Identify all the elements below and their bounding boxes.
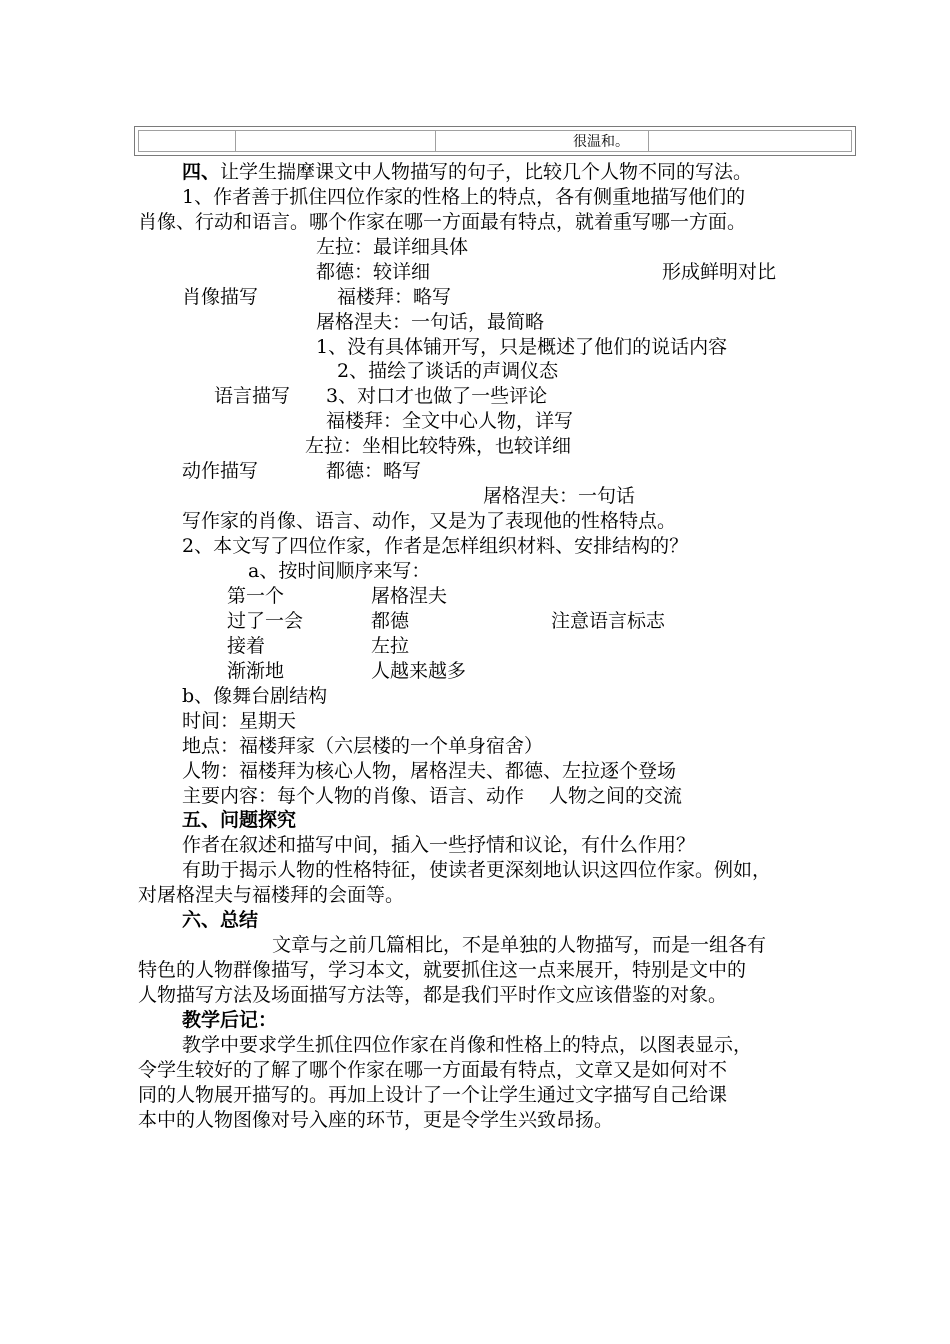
portrait-label: 肖像描写: [182, 286, 259, 308]
action-label: 动作描写: [182, 460, 259, 482]
section4-number: 四、: [182, 161, 221, 183]
section6-heading: 六、总结: [182, 909, 259, 931]
order-person: 人越来越多: [371, 660, 467, 682]
stage-place: 地点：福楼拜家（六层楼的一个单身宿舍）: [182, 735, 544, 757]
portrait-flaubert: 福楼拜：略写: [337, 286, 452, 308]
paragraph-line: 写作家的肖像、语言、动作，又是为了表现他的性格特点。: [182, 510, 677, 532]
stage-content: 主要内容：每个人物的肖像、语言、动作 人物之间的交流: [182, 785, 683, 807]
language-label: 语言描写: [214, 385, 291, 407]
action-flaubert: 福楼拜：全文中心人物，详写: [326, 410, 574, 432]
paragraph-line: 作者在叙述和描写中间，插入一些抒情和议论，有什么作用？: [182, 834, 696, 856]
section5-heading: 五、问题探究: [182, 809, 297, 831]
table-inner-border: [138, 130, 852, 152]
table-cell-divider: [648, 130, 649, 152]
table-cell-text: 很温和。: [573, 134, 629, 150]
paragraph-line: 1、作者善于抓住四位作家的性格上的特点，各有侧重地描写他们的: [182, 186, 746, 208]
action-zola: 左拉：坐相比较特殊，也较详细: [305, 435, 572, 457]
paragraph-line: 文章与之前几篇相比，不是单独的人物描写，而是一组各有: [272, 934, 767, 956]
section4-heading: [182, 160, 752, 184]
order-marker: 接着: [227, 635, 266, 657]
action-turgenev: 屠格涅夫：一句话: [483, 485, 636, 507]
paragraph-line: 有助于揭示人物的性格特征，使读者更深刻地认识这四位作家。例如，: [182, 859, 772, 881]
table-cell-divider: [235, 130, 236, 152]
portrait-contrast-note: 形成鲜明对比: [662, 261, 777, 283]
stage-title: b、像舞台剧结构: [182, 685, 328, 707]
section4-heading-text: 让学生揣摩课文中人物描写的句子，比较几个人物不同的写法。: [220, 161, 753, 183]
paragraph-line: 教学中要求学生抓住四位作家在肖像和性格上的特点，以图表显示，: [182, 1034, 753, 1056]
order-marker: 第一个: [227, 585, 285, 607]
portrait-turgenev: 屠格涅夫：一句话，最简略: [316, 311, 545, 333]
paragraph-line: 人物描写方法及场面描写方法等，都是我们平时作文应该借鉴的对象。: [138, 984, 728, 1006]
table-cell-divider: [435, 130, 436, 152]
paragraph-line: 特色的人物群像描写，学习本文，就要抓住这一点来展开，特别是文中的: [138, 959, 747, 981]
paragraph-line: 令学生较好的了解了哪个作家在哪一方面最有特点，文章又是如何对不: [138, 1059, 728, 1081]
paragraph-line: 2、本文写了四位作家，作者是怎样组织材料、安排结构的？: [182, 535, 689, 557]
portrait-zola: 左拉：最详细具体: [316, 236, 469, 258]
stage-time: 时间：星期天: [182, 710, 297, 732]
order-title: a、按时间顺序来写：: [248, 560, 431, 582]
table-fragment: [134, 126, 856, 156]
order-note: 注意语言标志: [551, 610, 666, 632]
language-item-1: 1、没有具体铺开写，只是概述了他们的说话内容: [316, 336, 728, 358]
stage-people: 人物：福楼拜为核心人物，屠格涅夫、都德、左拉逐个登场: [182, 760, 677, 782]
portrait-daudet: 都德：较详细: [316, 261, 431, 283]
language-item-3: 3、对口才也做了一些评论: [326, 385, 548, 407]
language-item-2: 2、描绘了谈话的声调仪态: [337, 360, 559, 382]
paragraph-line: 对屠格涅夫与福楼拜的会面等。: [138, 884, 405, 906]
paragraph-line: 同的人物展开描写的。再加上设计了一个让学生通过文字描写自己给课: [138, 1084, 728, 1106]
order-person: 都德: [371, 610, 410, 632]
order-marker: 渐渐地: [227, 660, 285, 682]
order-person: 左拉: [371, 635, 410, 657]
paragraph-line: 肖像、行动和语言。哪个作家在哪一方面最有特点，就着重写哪一方面。: [138, 211, 747, 233]
order-marker: 过了一会: [227, 610, 304, 632]
paragraph-line: 本中的人物图像对号入座的环节，更是令学生兴致昂扬。: [138, 1109, 614, 1131]
postscript-heading: 教学后记：: [182, 1009, 278, 1031]
order-person: 屠格涅夫: [371, 585, 448, 607]
action-daudet: 都德：略写: [326, 460, 422, 482]
